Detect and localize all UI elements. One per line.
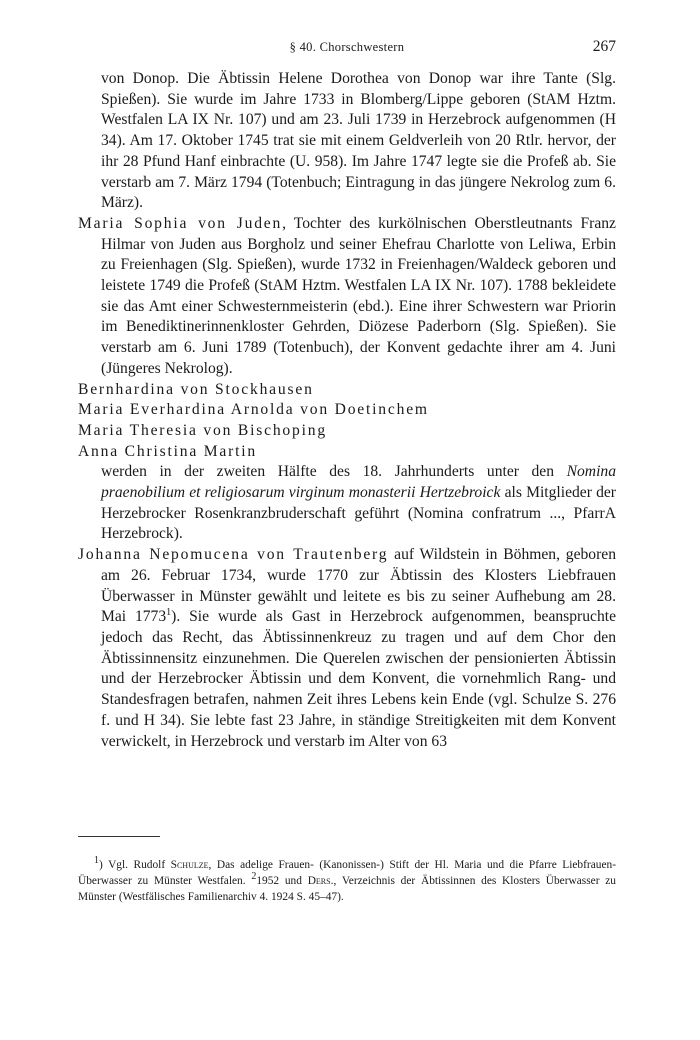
footnote-text-b: , Das adelige Frauen- (Kanonissen-) Stift der Hl. Maria und die Pfarre Liebfrauen-Überwasser zu Münster Westfalen. <box>78 859 616 887</box>
footnote-marker: 1 <box>94 855 99 867</box>
group-text-end: als Mitglieder der Herzebrocker Rosenkranzbruderschaft geführt (Nomina confratrum ..., PfarrA Herzebrock). <box>101 484 616 543</box>
entry-name-bernhardina: Bernhardina von Stockhausen <box>78 380 314 398</box>
footnote <box>78 855 617 905</box>
entry-name: Johanna Nepomucena von Trautenberg <box>78 546 389 564</box>
footnote-text-c: 1952 und <box>256 874 308 887</box>
entry-name-anna-christina: Anna Christina Martin <box>78 442 257 460</box>
running-head <box>78 38 616 58</box>
entry-name-maria-everhardina: Maria Everhardina Arnolda von Doetinchem <box>78 401 429 419</box>
section-title: § 40. Chorschwestern <box>289 40 405 54</box>
footnote-reference: 1 <box>166 607 172 619</box>
entry-maria-sophia <box>78 214 616 380</box>
edition-marker: 2 <box>251 871 257 883</box>
footnote-text-d: , Verzeichnis der Äbtissinnen des Klosters Überwasser zu Münster (Westfälisches Familienarchiv 4. 1924 S. 45–47). <box>78 874 617 903</box>
entry-text-start: auf Wildstein in Böhmen, geboren am 26. Februar 1734, wurde 1770 zur Äbtissin des Klosters Liebfrauen Überwasser in Münster gewählt und leitete es bis zu seiner Aufhebung am 28. Mai 1773 <box>101 546 616 626</box>
entry-name: Maria Sophia von Juden <box>78 214 283 232</box>
group-entry-text <box>78 462 616 545</box>
paragraph-continuation: von Donop. Die Äbtissin Helene Dorothea von Donop war ihre Tante (Slg. Spießen). Sie wurde im Jahre 1733 in Blomberg/Lippe geboren (StAM Hztm. Westfalen LA IX Nr. 107) und am 23. Juli 1739 in Herzebrock aufgenommen (H 34). Am 17. Oktober 1745 trat sie mit einem Geldverleih von 20 Rtlr. hervor, der ihr 28 Pfund Hanf einbrachte (U. 958). Im Jahre 1747 legte sie die Profeß ab. Sie verstarb am 7. März 1794 (Totenbuch; Eintragung in das jüngere Nekrolog zum 6. März). <box>101 70 616 212</box>
footnote-divider <box>78 836 160 837</box>
entry-johanna-nepomucena <box>78 545 616 752</box>
main-text <box>78 69 616 752</box>
footnote-author-ders: Ders. <box>307 874 334 887</box>
entry-text: , Tochter des kurkölnischen Oberstleutnants Franz Hilmar von Juden aus Borgholz und seiner Ehefrau Charlotte von Leliwa, Erbin zu Freienhagen (Slg. Spießen), wurde 1732 in Freienhagen/Waldeck geboren und leistete 1749 die Profeß (StAM Hztm. Westfalen LA IX Nr. 107). 1788 bekleidete sie das Amt einer Schwesternmeisterin (ebd.). Eine ihrer Schwestern war Priorin im Benediktinerinnenkloster Gehrden, Diözese Paderborn (Slg. Spießen). Sie verstarb am 6. Juni 1789 (Totenbuch), der Konvent gedachte ihrer am 4. Juni (Jüngeres Nekrolog). <box>101 214 616 377</box>
latin-title: Nomina praenobilium et religiosarum virginum monasterii Hertzebroick <box>101 463 616 502</box>
entry-text-end: ). Sie wurde als Gast in Herzebrock aufgenommen, beanspruchte jedoch das Recht, das Äbtissinnenkreuz zu tragen und auf dem Chor den Äbtissinnensitz einzunehmen. Die Querelen zwischen der pensionierten Äbtissin und der Herzebrocker Äbtissin und dem Konvent, die vornehmlich Rang- und Standesfragen betrafen, nahmen Zeit ihres Lebens kein Ende (vgl. Schulze S. 276 f. und H 34). Sie lebte fast 23 Jahre, in ständige Streitigkeiten mit dem Konvent verwickelt, in Herzebrock und verstarb im Alter von 63 <box>101 608 616 750</box>
group-text-start: werden in der zweiten Hälfte des 18. Jahrhunderts unter den <box>101 463 567 481</box>
page-number: 267 <box>592 38 616 55</box>
footnote-author: Schulze <box>170 859 209 872</box>
entry-name-maria-theresia: Maria Theresia von Bischoping <box>78 421 327 439</box>
footnote-text-a: ) Vgl. Rudolf <box>99 859 171 872</box>
